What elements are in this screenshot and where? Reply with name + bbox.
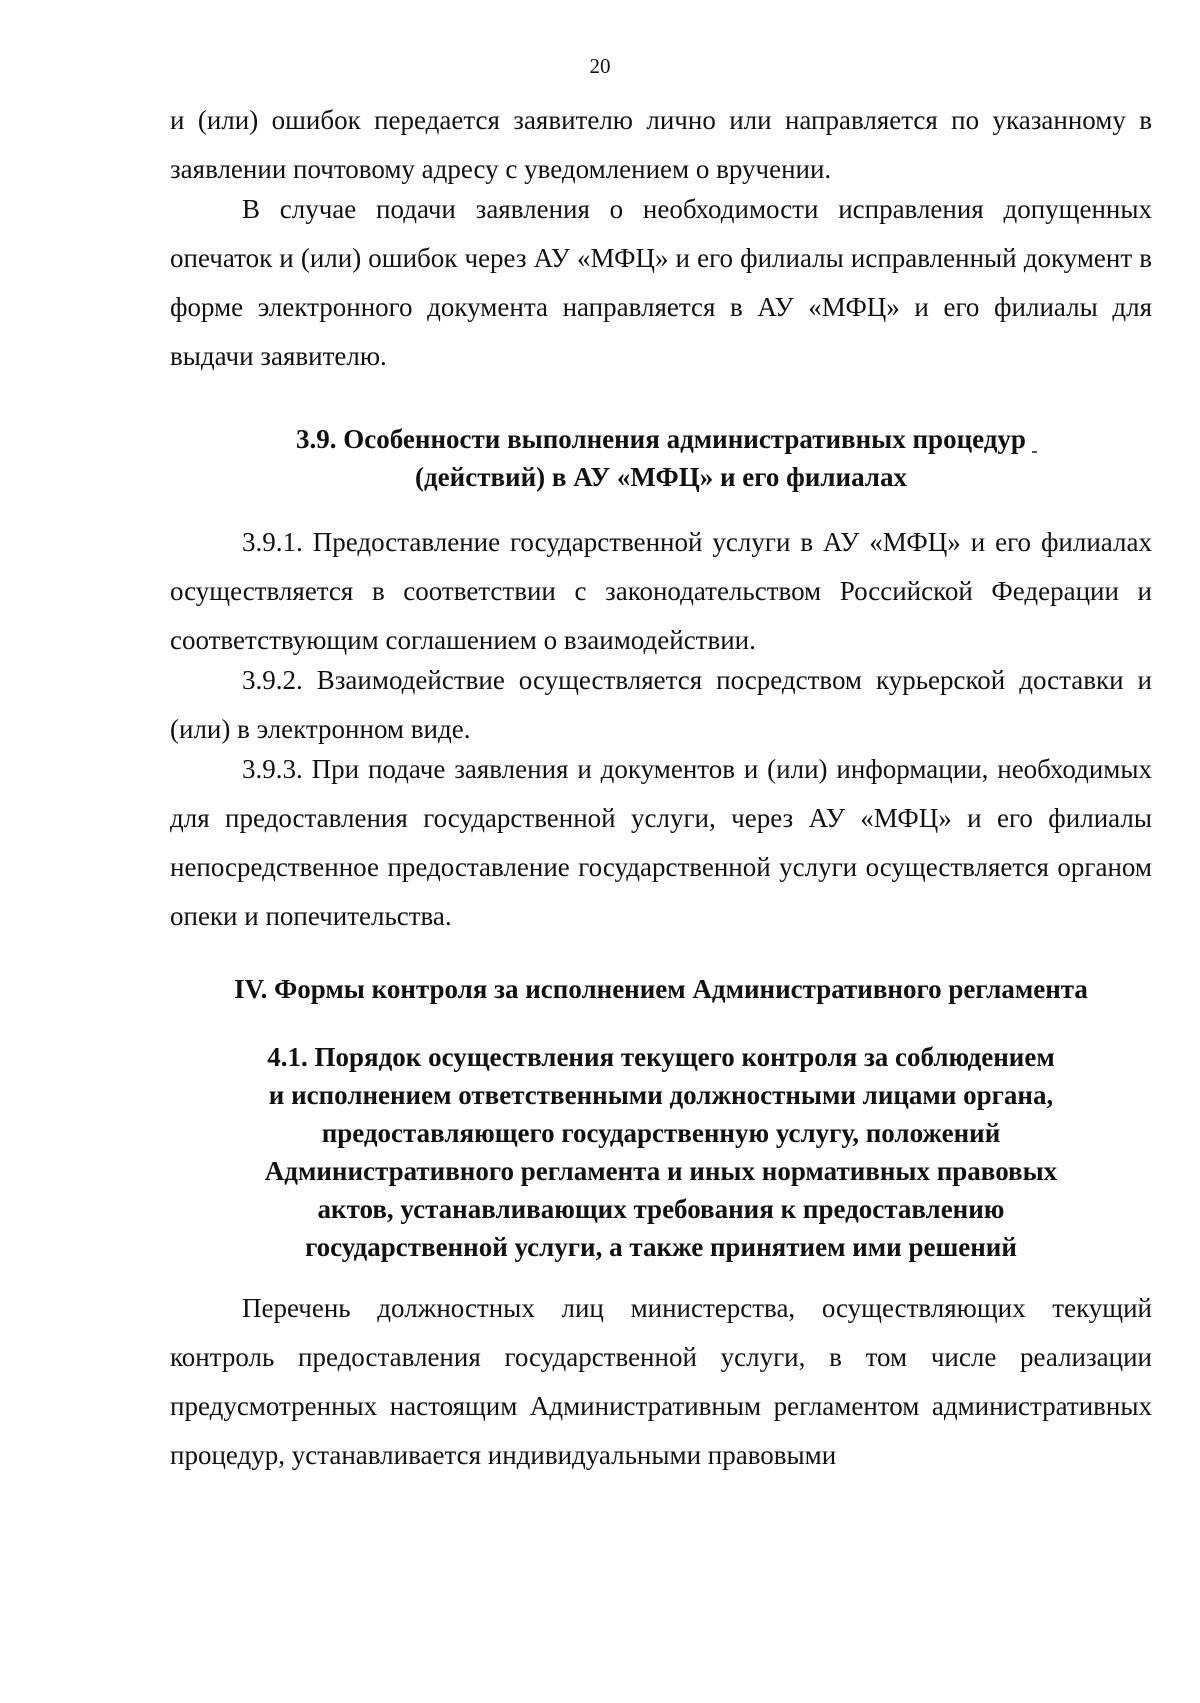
heading-4-1-line-5: актов, устанавливающих требования к предоставлению [317,1194,1005,1224]
heading-3-9-line-1: 3.9. Особенности выполнения административных процедур [296,424,1026,454]
paragraph-3-9-3: 3.9.3. При подаче заявления и документов и (или) информации, необходимых для предоставления государственной услуги, через АУ «МФЦ» и его филиалы непосредственное предоставление государственной услуги осуществляется органом опеки и попечительства. [170,754,1152,931]
heading-section-iv [170,970,1152,1008]
heading-4-1-line-1: 4.1. Порядок осуществления текущего контроля за соблюдением [267,1042,1055,1072]
heading-3-9 [170,420,1152,496]
heading-4-1-line-2: и исполнением ответственными должностными лицами органа, [268,1080,1054,1110]
paragraph-4-1-officials: Перечень должностных лиц министерства, осуществляющих текущий контроль предоставления государственной услуги, в том числе реализации предусмотренных настоящим Административным регламентом административных процедур, устанавливается индивидуальными правовыми [170,1293,1152,1470]
page-number: 20 [589,54,611,78]
heading-section-iv-line: IV. Формы контроля за исполнением Административного регламента [234,974,1088,1004]
heading-4-1 [170,1038,1152,1266]
heading-4-1-line-6: государственной услуги, а также принятием ими решений [305,1232,1017,1262]
paragraph-3-9-1: 3.9.1. Предоставление государственной услуги в АУ «МФЦ» и его филиалах осуществляется в соответствии с законодательством Российской Федерации и соответствующим соглашением о взаимодействии. [170,527,1152,655]
paragraph-3-9-2: 3.9.2. Взаимодействие осуществляется посредством курьерской доставки и (или) в электронном виде. [170,665,1152,744]
paragraph-mfc-correction: В случае подачи заявления о необходимости исправления допущенных опечаток и (или) ошибок через АУ «МФЦ» и его филиалы исправленный документ в форме электронного документа направляется в АУ «МФЦ» и его филиалы для выдачи заявителю. [170,194,1152,371]
paragraph-error-delivery: и (или) ошибок передается заявителю лично или направляется по указанному в заявлении почтовому адресу с уведомлением о вручении. [170,105,1152,184]
heading-4-1-line-4: Административного регламента и иных нормативных правовых [264,1156,1058,1186]
heading-3-9-line-2: (действий) в АУ «МФЦ» и его филиалах [415,462,907,492]
heading-4-1-line-3: предоставляющего государственную услугу, положений [321,1118,1001,1148]
